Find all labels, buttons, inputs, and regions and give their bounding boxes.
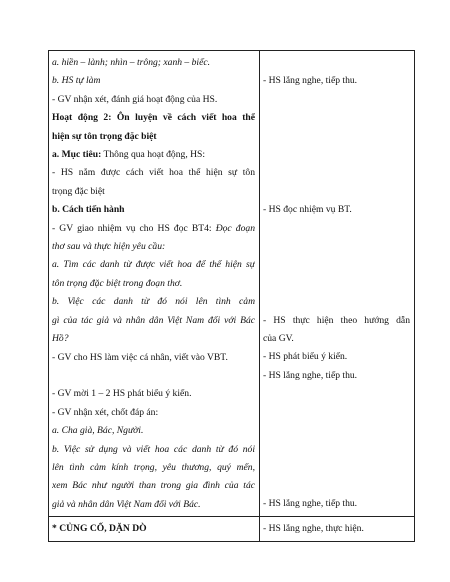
teacher-text-line <box>52 146 255 164</box>
line-text: trọng đặc biệt <box>52 185 105 197</box>
teacher-text-line <box>52 385 255 403</box>
line-text: b. Việc các danh từ đó nói lên tình cảm <box>52 296 255 308</box>
line-text: Hồ? <box>52 333 69 345</box>
lesson-plan-table <box>48 50 415 542</box>
closing-response: - HS lắng nghe, thực hiện. <box>263 523 364 535</box>
teacher-text-line <box>52 183 255 201</box>
student-text-line <box>263 422 410 440</box>
line-text: tôn trọng đặc biệt trong đoạn thơ. <box>52 277 183 289</box>
teacher-activities-column <box>49 51 259 516</box>
teacher-text-line <box>52 367 255 385</box>
line-text: - GV giao nhiệm vụ cho HS đọc BT4: <box>52 222 216 234</box>
teacher-text-line <box>52 293 255 311</box>
line-text: - HS lắng nghe, tiếp thu. <box>263 498 358 510</box>
line-text: b. Cách tiến hành <box>52 204 125 216</box>
teacher-text-line <box>52 441 255 459</box>
line-text: - GV nhận xét, đánh giá hoạt động của HS. <box>52 93 218 105</box>
line-text: của GV. <box>263 332 294 344</box>
line-tail-italic: Đọc đoạn <box>215 222 255 234</box>
teacher-text-line <box>52 109 255 127</box>
student-text-line <box>263 128 410 146</box>
activity-row <box>49 51 415 517</box>
line-text: thơ sau và thực hiện yêu cầu: <box>52 241 166 253</box>
teacher-text-line <box>52 459 255 477</box>
student-text-line <box>263 275 410 293</box>
student-text-line <box>263 238 410 256</box>
line-text: lên tình cảm kính trọng, yêu thương, quý mến, <box>52 461 255 473</box>
teacher-text-line <box>52 349 255 367</box>
line-text: a. Cha già, Bác, Người. <box>52 425 144 437</box>
line-text: xem Bác như người than trong gia đình của tác <box>52 480 255 492</box>
line-text: a. Tìm các danh từ được viết hoa để thể hiện sự <box>52 259 255 271</box>
teacher-text-line <box>52 164 255 182</box>
teacher-text-line <box>52 128 255 146</box>
teacher-text-line <box>52 256 255 274</box>
student-text-line <box>263 91 410 109</box>
student-text-line <box>263 164 410 182</box>
line-text: - HS thực hiện theo hướng dẫn <box>263 314 410 326</box>
student-text-line <box>263 312 410 330</box>
student-text-line <box>263 440 410 458</box>
student-text-line <box>263 72 410 90</box>
student-text-line <box>263 146 410 164</box>
student-text-line <box>263 201 410 219</box>
line-text: a. hiền – lành; nhìn – trông; xanh – biếc. <box>52 57 211 68</box>
teacher-text-line <box>52 477 255 495</box>
line-text: - HS phát biểu ý kiến. <box>263 351 348 363</box>
student-activities-column <box>260 51 414 516</box>
closing-row <box>49 517 415 541</box>
student-text-line <box>263 183 410 201</box>
teacher-text-line <box>52 220 255 238</box>
line-text: - HS nắm được cách viết hoa thể hiện sự tôn <box>52 167 255 179</box>
student-activities-cell <box>260 51 415 517</box>
teacher-text-line <box>52 422 255 440</box>
teacher-text-line <box>52 404 255 422</box>
closing-heading: * CỦNG CỐ, DẶN DÒ <box>52 523 147 535</box>
line-text: b. HS tự làm <box>52 75 101 87</box>
teacher-text-line <box>52 496 255 514</box>
student-text-line <box>263 256 410 274</box>
student-text-line <box>263 404 410 422</box>
line-text: - HS đọc nhiệm vụ BT. <box>263 204 352 216</box>
line-text: - GV mời 1 – 2 HS phát biểu ý kiến. <box>52 388 192 400</box>
teacher-text-line <box>52 330 255 348</box>
teacher-text-line <box>52 201 255 219</box>
student-text-line <box>263 330 410 348</box>
teacher-text-line <box>52 54 255 72</box>
line-text: - HS lắng nghe, tiếp thu. <box>263 369 358 381</box>
line-tail: Thông qua hoạt động, HS: <box>101 149 206 161</box>
line-text: - HS lắng nghe, tiếp thu. <box>263 75 358 87</box>
teacher-text-line <box>52 238 255 256</box>
line-text: Hoạt động 2: Ôn luyện về cách viết hoa thể <box>52 112 255 124</box>
student-text-line <box>263 348 410 366</box>
teacher-text-line <box>52 275 255 293</box>
student-text-line <box>263 495 410 513</box>
student-text-line <box>263 109 410 127</box>
student-text-line <box>263 220 410 238</box>
closing-right-cell <box>260 517 415 541</box>
line-text: - GV cho HS làm việc cá nhân, viết vào VBT. <box>52 351 228 363</box>
line-text: - GV nhận xét, chốt đáp án: <box>52 406 159 418</box>
teacher-text-line <box>52 312 255 330</box>
student-text-line <box>263 477 410 495</box>
student-text-line <box>263 293 410 311</box>
student-text-line <box>263 367 410 385</box>
line-text: a. Mục tiêu: <box>52 149 102 161</box>
line-text: hiện sự tôn trọng đặc biệt <box>52 130 157 142</box>
teacher-text-line <box>52 91 255 109</box>
line-text: giả và nhân dân Việt Nam đối với Bác. <box>52 498 201 510</box>
line-text: gì của tác giả và nhân dân Việt Nam đối với Bác <box>52 314 255 326</box>
teacher-text-line <box>52 72 255 90</box>
student-text-line <box>263 54 410 72</box>
teacher-activities-cell <box>49 51 260 517</box>
closing-left-cell <box>49 517 260 541</box>
line-text: b. Việc sử dụng và viết hoa các danh từ đó nói <box>52 443 255 455</box>
student-text-line <box>263 385 410 403</box>
student-text-line <box>263 459 410 477</box>
